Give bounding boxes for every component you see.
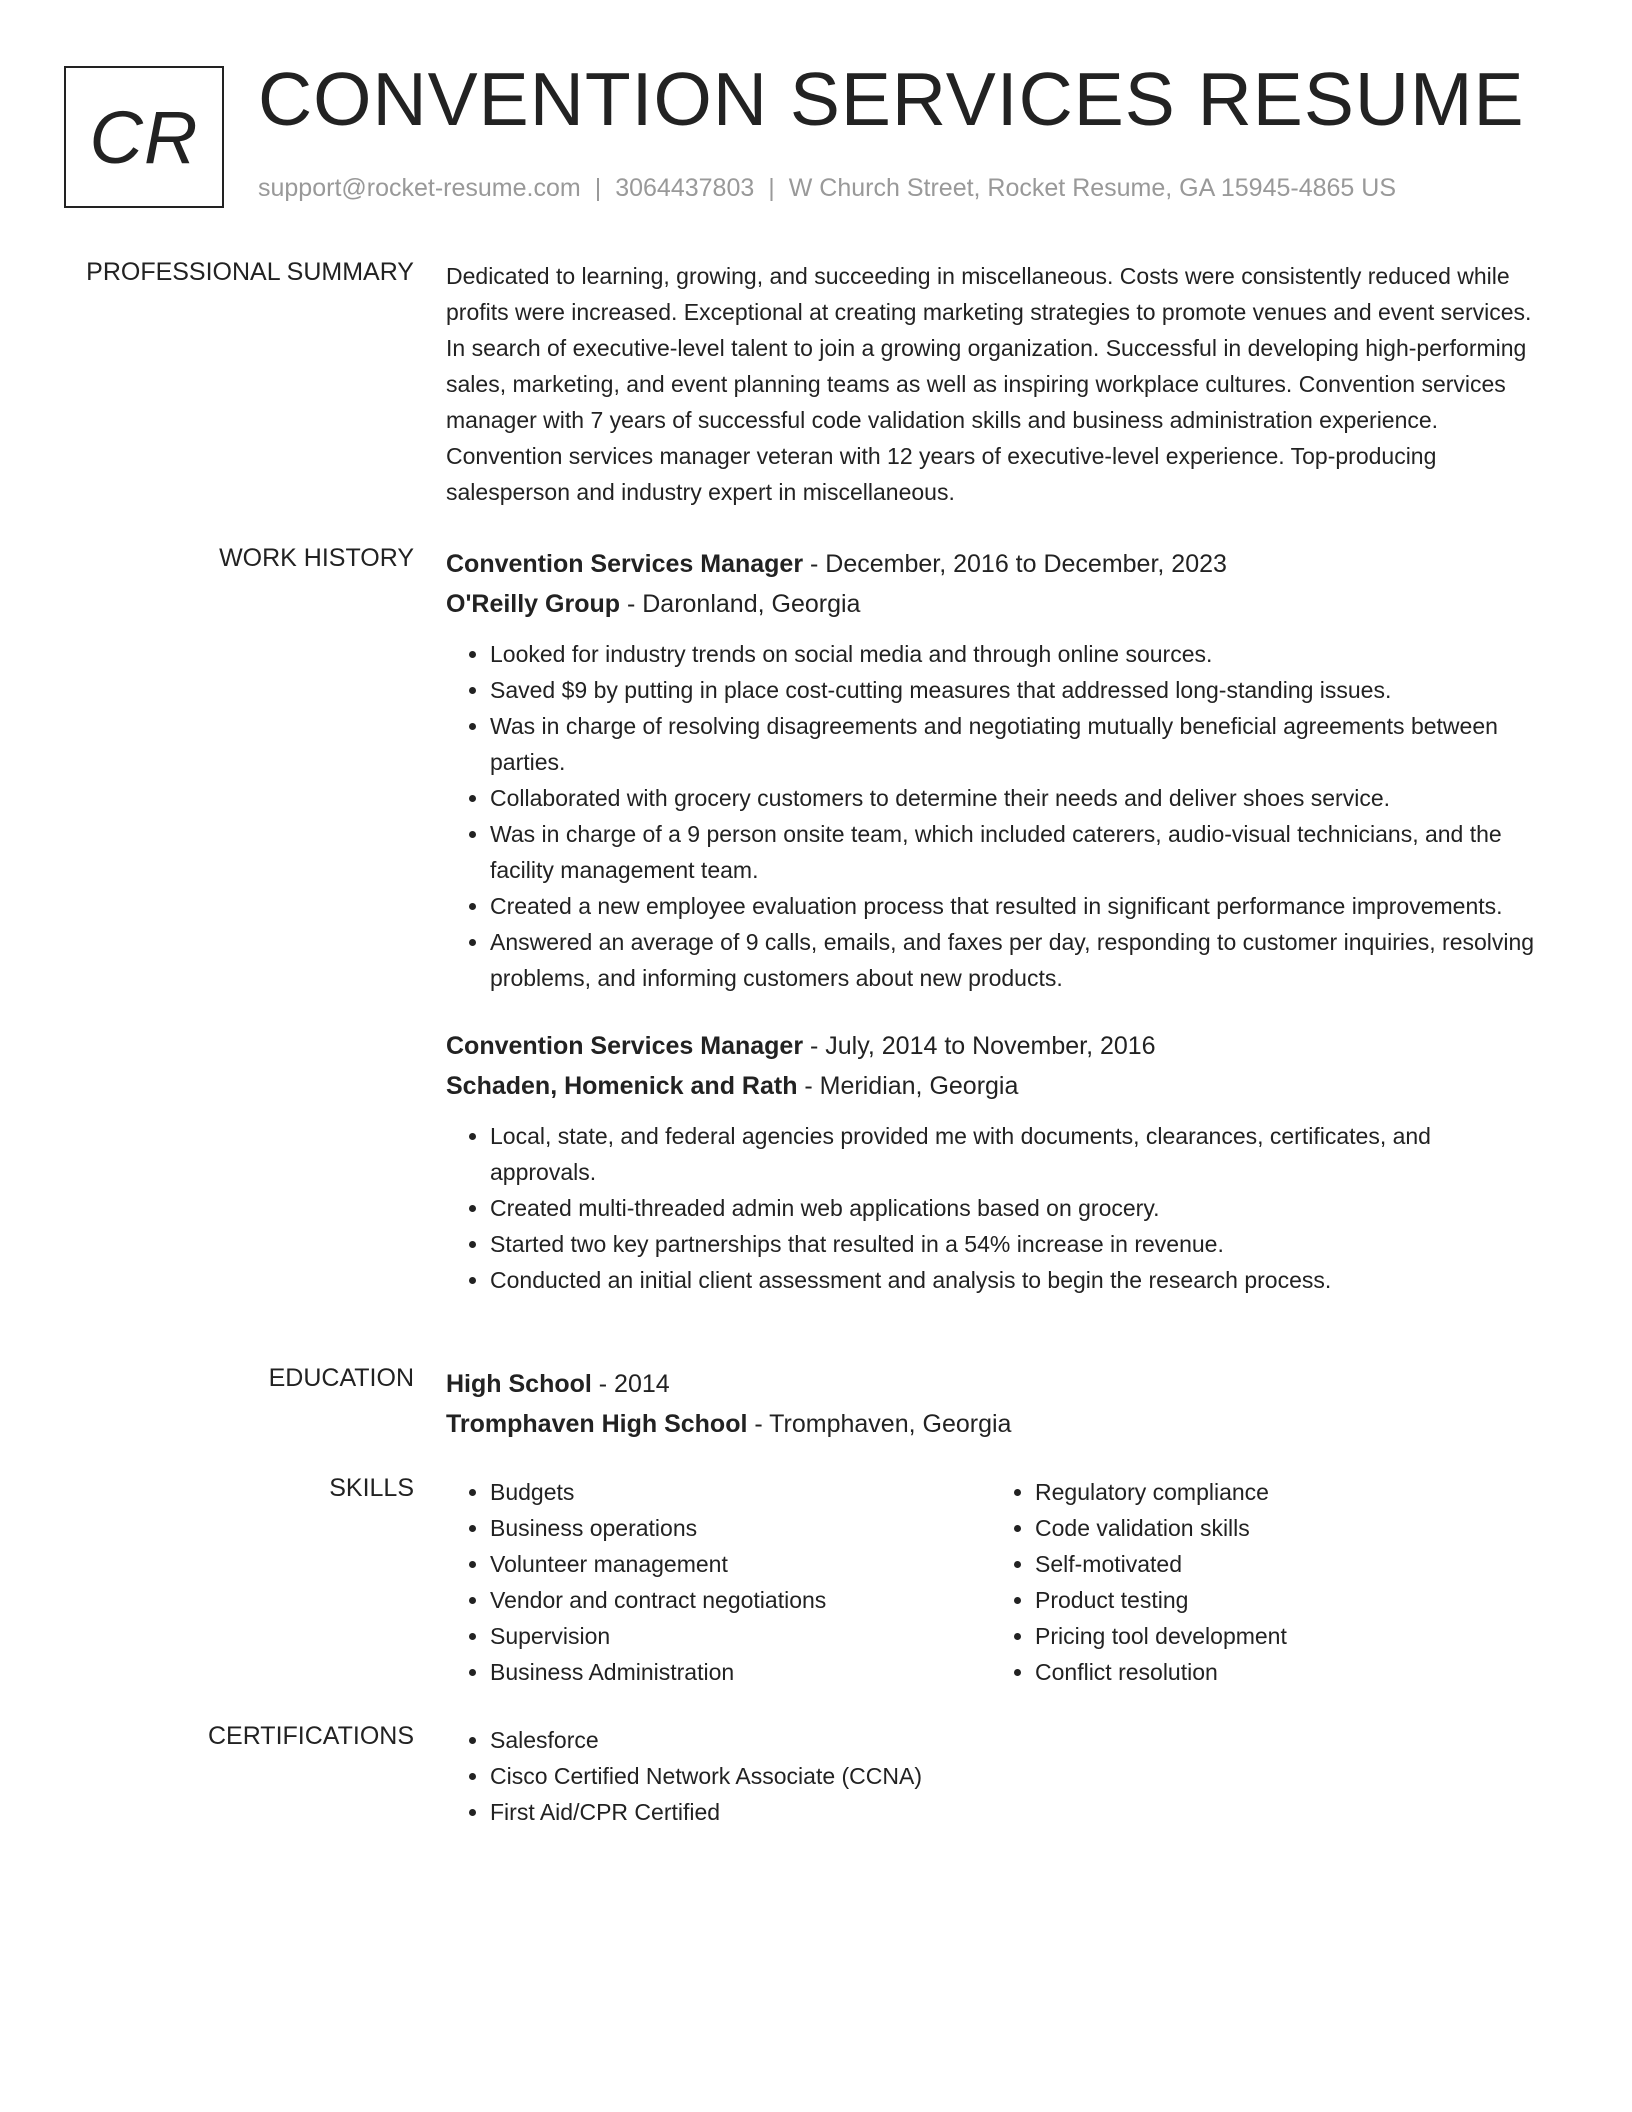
contact-phone: 3064437803	[615, 174, 755, 202]
education-heading: EDUCATION	[268, 1364, 414, 1392]
skill-item: • Conflict resolution	[1035, 1654, 1536, 1690]
skill-item: • Code validation skills	[1035, 1510, 1536, 1546]
summary-text: Dedicated to learning, growing, and succeeding in miscellaneous. Costs were consistently reduced while profits were increased. Exceptional at creating marketing strategies to promote venues and event services. In search of executive-level talent to join a growing organization. Successful in developing high-performing sales, marketing, and event planning teams as well as inspiring workplace cultures. Convention services manager with 7 years of successful code validation skills and business administration experience. Convention services manager veteran with 12 years of executive-level experience. Top-producing salesperson and industry expert in miscellaneous.	[446, 263, 1532, 505]
job-bullet: • Looked for industry trends on social media and through online sources.	[490, 636, 1536, 672]
education-school-line	[446, 1404, 1536, 1444]
job-bullets	[446, 636, 1536, 996]
job-dates: - December, 2016 to December, 2023	[803, 550, 1227, 578]
job-entry	[446, 544, 1536, 996]
education-degree-line	[446, 1364, 1536, 1404]
contact-separator: |	[594, 174, 602, 202]
job-title: Convention Services Manager	[446, 1032, 804, 1060]
summary-heading: PROFESSIONAL SUMMARY	[86, 258, 414, 286]
skill-item: • Supervision	[490, 1618, 991, 1654]
resume-title: CONVENTION SERVICES RESUME	[258, 57, 1525, 141]
job-company-line	[446, 584, 1536, 624]
education-location: - Tromphaven, Georgia	[747, 1410, 1012, 1438]
skill-item: • Business Administration	[490, 1654, 991, 1690]
skill-item: • Business operations	[490, 1510, 991, 1546]
job-title-line	[446, 1026, 1536, 1066]
job-bullet: • Local, state, and federal agencies provided me with documents, clearances, certificates, and approvals.	[490, 1118, 1536, 1190]
certification-item: • First Aid/CPR Certified	[490, 1794, 1536, 1830]
job-bullet: • Started two key partnerships that resulted in a 54% increase in revenue.	[490, 1226, 1536, 1262]
skills-list-right	[991, 1474, 1536, 1690]
education-body	[446, 1364, 1536, 1444]
education-school: Tromphaven High School	[446, 1410, 748, 1438]
job-company-line	[446, 1066, 1536, 1106]
certifications-heading: CERTIFICATIONS	[207, 1722, 414, 1750]
skill-item: • Vendor and contract negotiations	[490, 1582, 991, 1618]
skill-item: • Volunteer management	[490, 1546, 991, 1582]
certification-item: • Cisco Certified Network Associate (CCNA)	[490, 1758, 1536, 1794]
job-bullet: • Answered an average of 9 calls, emails, and faxes per day, responding to customer inquiries, resolving problems, and informing customers about new products.	[490, 924, 1536, 996]
skill-item: • Product testing	[1035, 1582, 1536, 1618]
contact-address: W Church Street, Rocket Resume, GA 15945-4865 US	[788, 174, 1396, 202]
job-entry	[446, 1026, 1536, 1298]
education-degree: High School	[446, 1370, 592, 1398]
skill-item: • Budgets	[490, 1474, 991, 1510]
education-year: - 2014	[591, 1370, 670, 1398]
job-title: Convention Services Manager	[446, 550, 804, 578]
job-company: Schaden, Homenick and Rath	[446, 1072, 798, 1100]
contact-email: support@rocket-resume.com	[258, 174, 581, 202]
job-bullet: • Was in charge of resolving disagreements and negotiating mutually beneficial agreements between parties.	[490, 708, 1536, 780]
certifications-body	[446, 1722, 1536, 1830]
job-title-line	[446, 544, 1536, 584]
job-bullet: • Conducted an initial client assessment and analysis to begin the research process.	[490, 1262, 1536, 1298]
contact-separator: |	[768, 174, 775, 202]
job-location: - Daronland, Georgia	[620, 590, 861, 618]
job-bullet: • Created a new employee evaluation process that resulted in significant performance improvements.	[490, 888, 1536, 924]
skills-list-left	[446, 1474, 991, 1690]
certifications-list	[446, 1722, 1536, 1830]
job-bullet: • Collaborated with grocery customers to determine their needs and deliver shoes service.	[490, 780, 1536, 816]
monogram-box	[64, 66, 224, 208]
job-dates: - July, 2014 to November, 2016	[803, 1032, 1156, 1060]
skills-body	[446, 1474, 1536, 1690]
work-history-heading: WORK HISTORY	[219, 544, 414, 572]
monogram-initials: CR	[89, 95, 199, 179]
job-bullet: • Created multi-threaded admin web applications based on grocery.	[490, 1190, 1536, 1226]
job-bullet: • Was in charge of a 9 person onsite team, which included caterers, audio-visual technicians, and the facility management team.	[490, 816, 1536, 888]
skill-item: • Pricing tool development	[1035, 1618, 1536, 1654]
skill-item: • Regulatory compliance	[1035, 1474, 1536, 1510]
skills-heading: SKILLS	[329, 1474, 414, 1502]
contact-line	[258, 174, 1396, 203]
job-bullets	[446, 1118, 1536, 1298]
work-history-body	[446, 544, 1536, 1298]
skill-item: • Self-motivated	[1035, 1546, 1536, 1582]
job-bullet: • Saved $9 by putting in place cost-cutting measures that addressed long-standing issues.	[490, 672, 1536, 708]
certification-item: • Salesforce	[490, 1722, 1536, 1758]
job-location: - Meridian, Georgia	[797, 1072, 1019, 1100]
job-company: O'Reilly Group	[446, 590, 621, 618]
